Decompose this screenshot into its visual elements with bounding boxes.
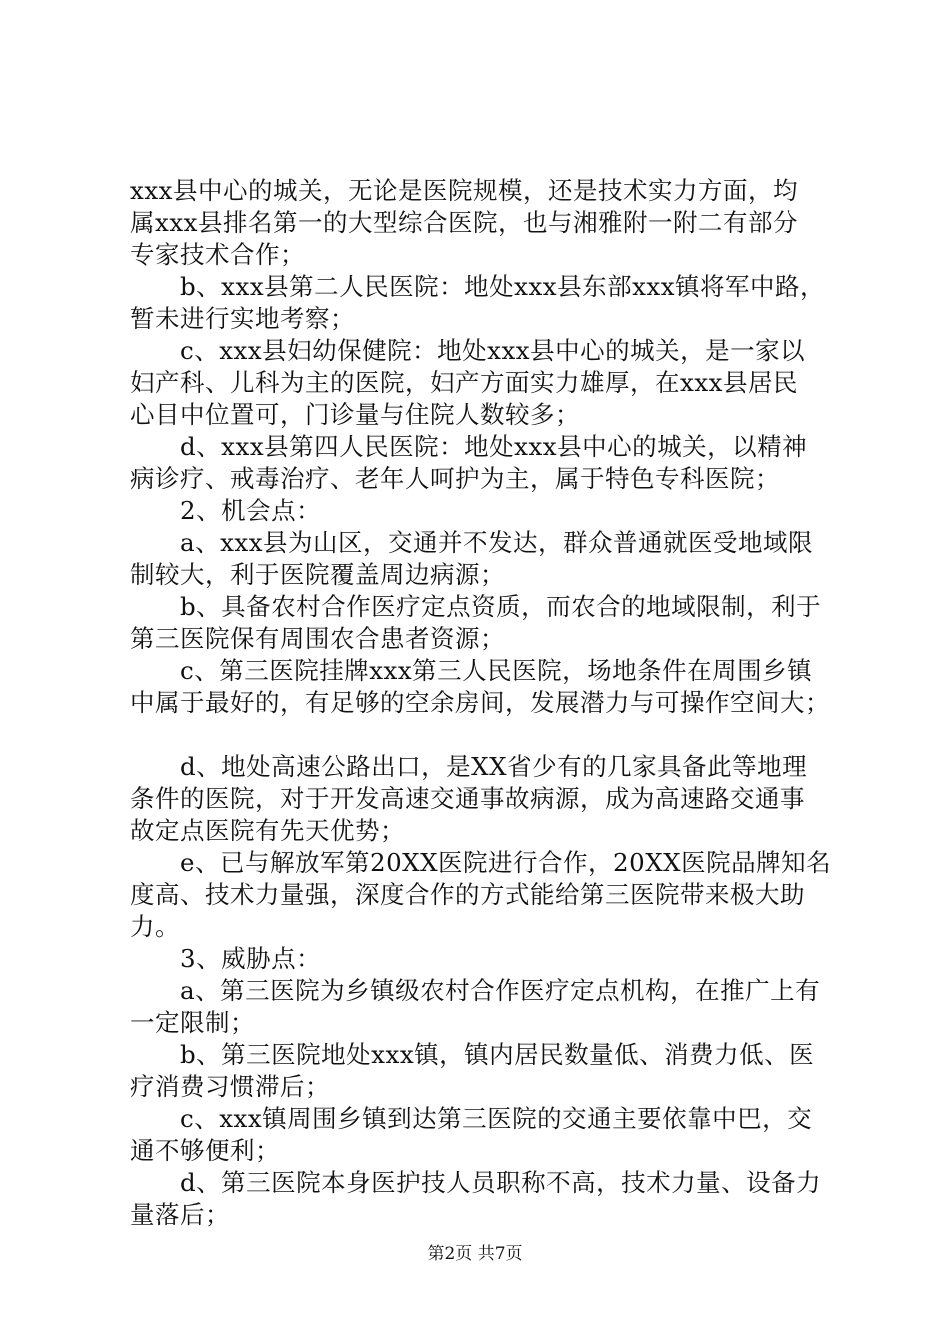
text-line: a、第三医院为乡镇级农村合作医疗定点机构，在推广上有 (130, 976, 821, 1005)
text-line: 专家技术合作； (130, 240, 305, 269)
text-line: b、具备农村合作医疗定点资质，而农合的地域限制，利于 (130, 592, 822, 621)
text-line: 妇产科、儿科为主的医院，妇产方面实力雄厚，在xxx县居民 (130, 368, 798, 397)
text-line: 中属于最好的，有足够的空余房间，发展潜力与可操作空间大； (130, 688, 830, 717)
text-line: 心目中位置可，门诊量与住院人数较多； (130, 400, 580, 429)
text-line: 故定点医院有先天优势； (130, 816, 405, 845)
text-line: 疗消费习惯滞后； (130, 1072, 330, 1101)
text-line: 制较大，利于医院覆盖周边病源； (130, 560, 505, 589)
section-heading: 3、威胁点： (130, 944, 322, 973)
text-line: 通不够便利； (130, 1136, 280, 1165)
text-line: c、xxx县妇幼保健院：地处xxx县中心的城关，是一家以 (130, 336, 806, 365)
text-line: 量落后； (130, 1200, 230, 1229)
text-line: 一定限制； (130, 1008, 255, 1037)
text-line: d、地处高速公路出口，是XX省少有的几家具备此等地理 (130, 752, 808, 781)
text-line: b、xxx县第二人民医院：地处xxx县东部xxx镇将军中路， (130, 272, 826, 301)
page-number: 第2页 共7页 (427, 1244, 523, 1264)
text-line: c、xxx镇周围乡镇到达第三医院的交通主要依靠中巴，交 (130, 1104, 813, 1133)
text-line: 暂未进行实地考察； (130, 304, 355, 333)
text-line: 力。 (130, 912, 180, 941)
text-line: a、xxx县为山区，交通并不发达，群众普通就医受地域限 (130, 528, 814, 557)
text-line: 病诊疗、戒毒治疗、老年人呵护为主，属于特色专科医院； (130, 464, 780, 493)
text-line: d、第三医院本身医护技人员职称不高，技术力量、设备力 (130, 1168, 822, 1197)
text-line: 第三医院保有周围农合患者资源； (130, 624, 505, 653)
text-line: d、xxx县第四人民医院：地处xxx县中心的城关，以精神 (130, 432, 808, 461)
text-line: 属xxx县排名第一的大型综合医院，也与湘雅附一附二有部分 (130, 208, 798, 237)
text-line: 度高、技术力量强，深度合作的方式能给第三医院带来极大助 (130, 880, 805, 909)
text-line: 条件的医院，对于开发高速交通事故病源，成为高速路交通事 (130, 784, 805, 813)
text-line: b、第三医院地处xxx镇，镇内居民数量低、消费力低、医 (130, 1040, 815, 1069)
text-line: e、已与解放军第20XX医院进行合作，20XX医院品牌知名 (130, 848, 832, 877)
text-line: xxx县中心的城关，无论是医院规模，还是技术实力方面，均 (130, 176, 798, 205)
text-line: c、第三医院挂牌xxx第三人民医院，场地条件在周围乡镇 (130, 656, 813, 685)
section-heading: 2、机会点： (130, 496, 322, 525)
